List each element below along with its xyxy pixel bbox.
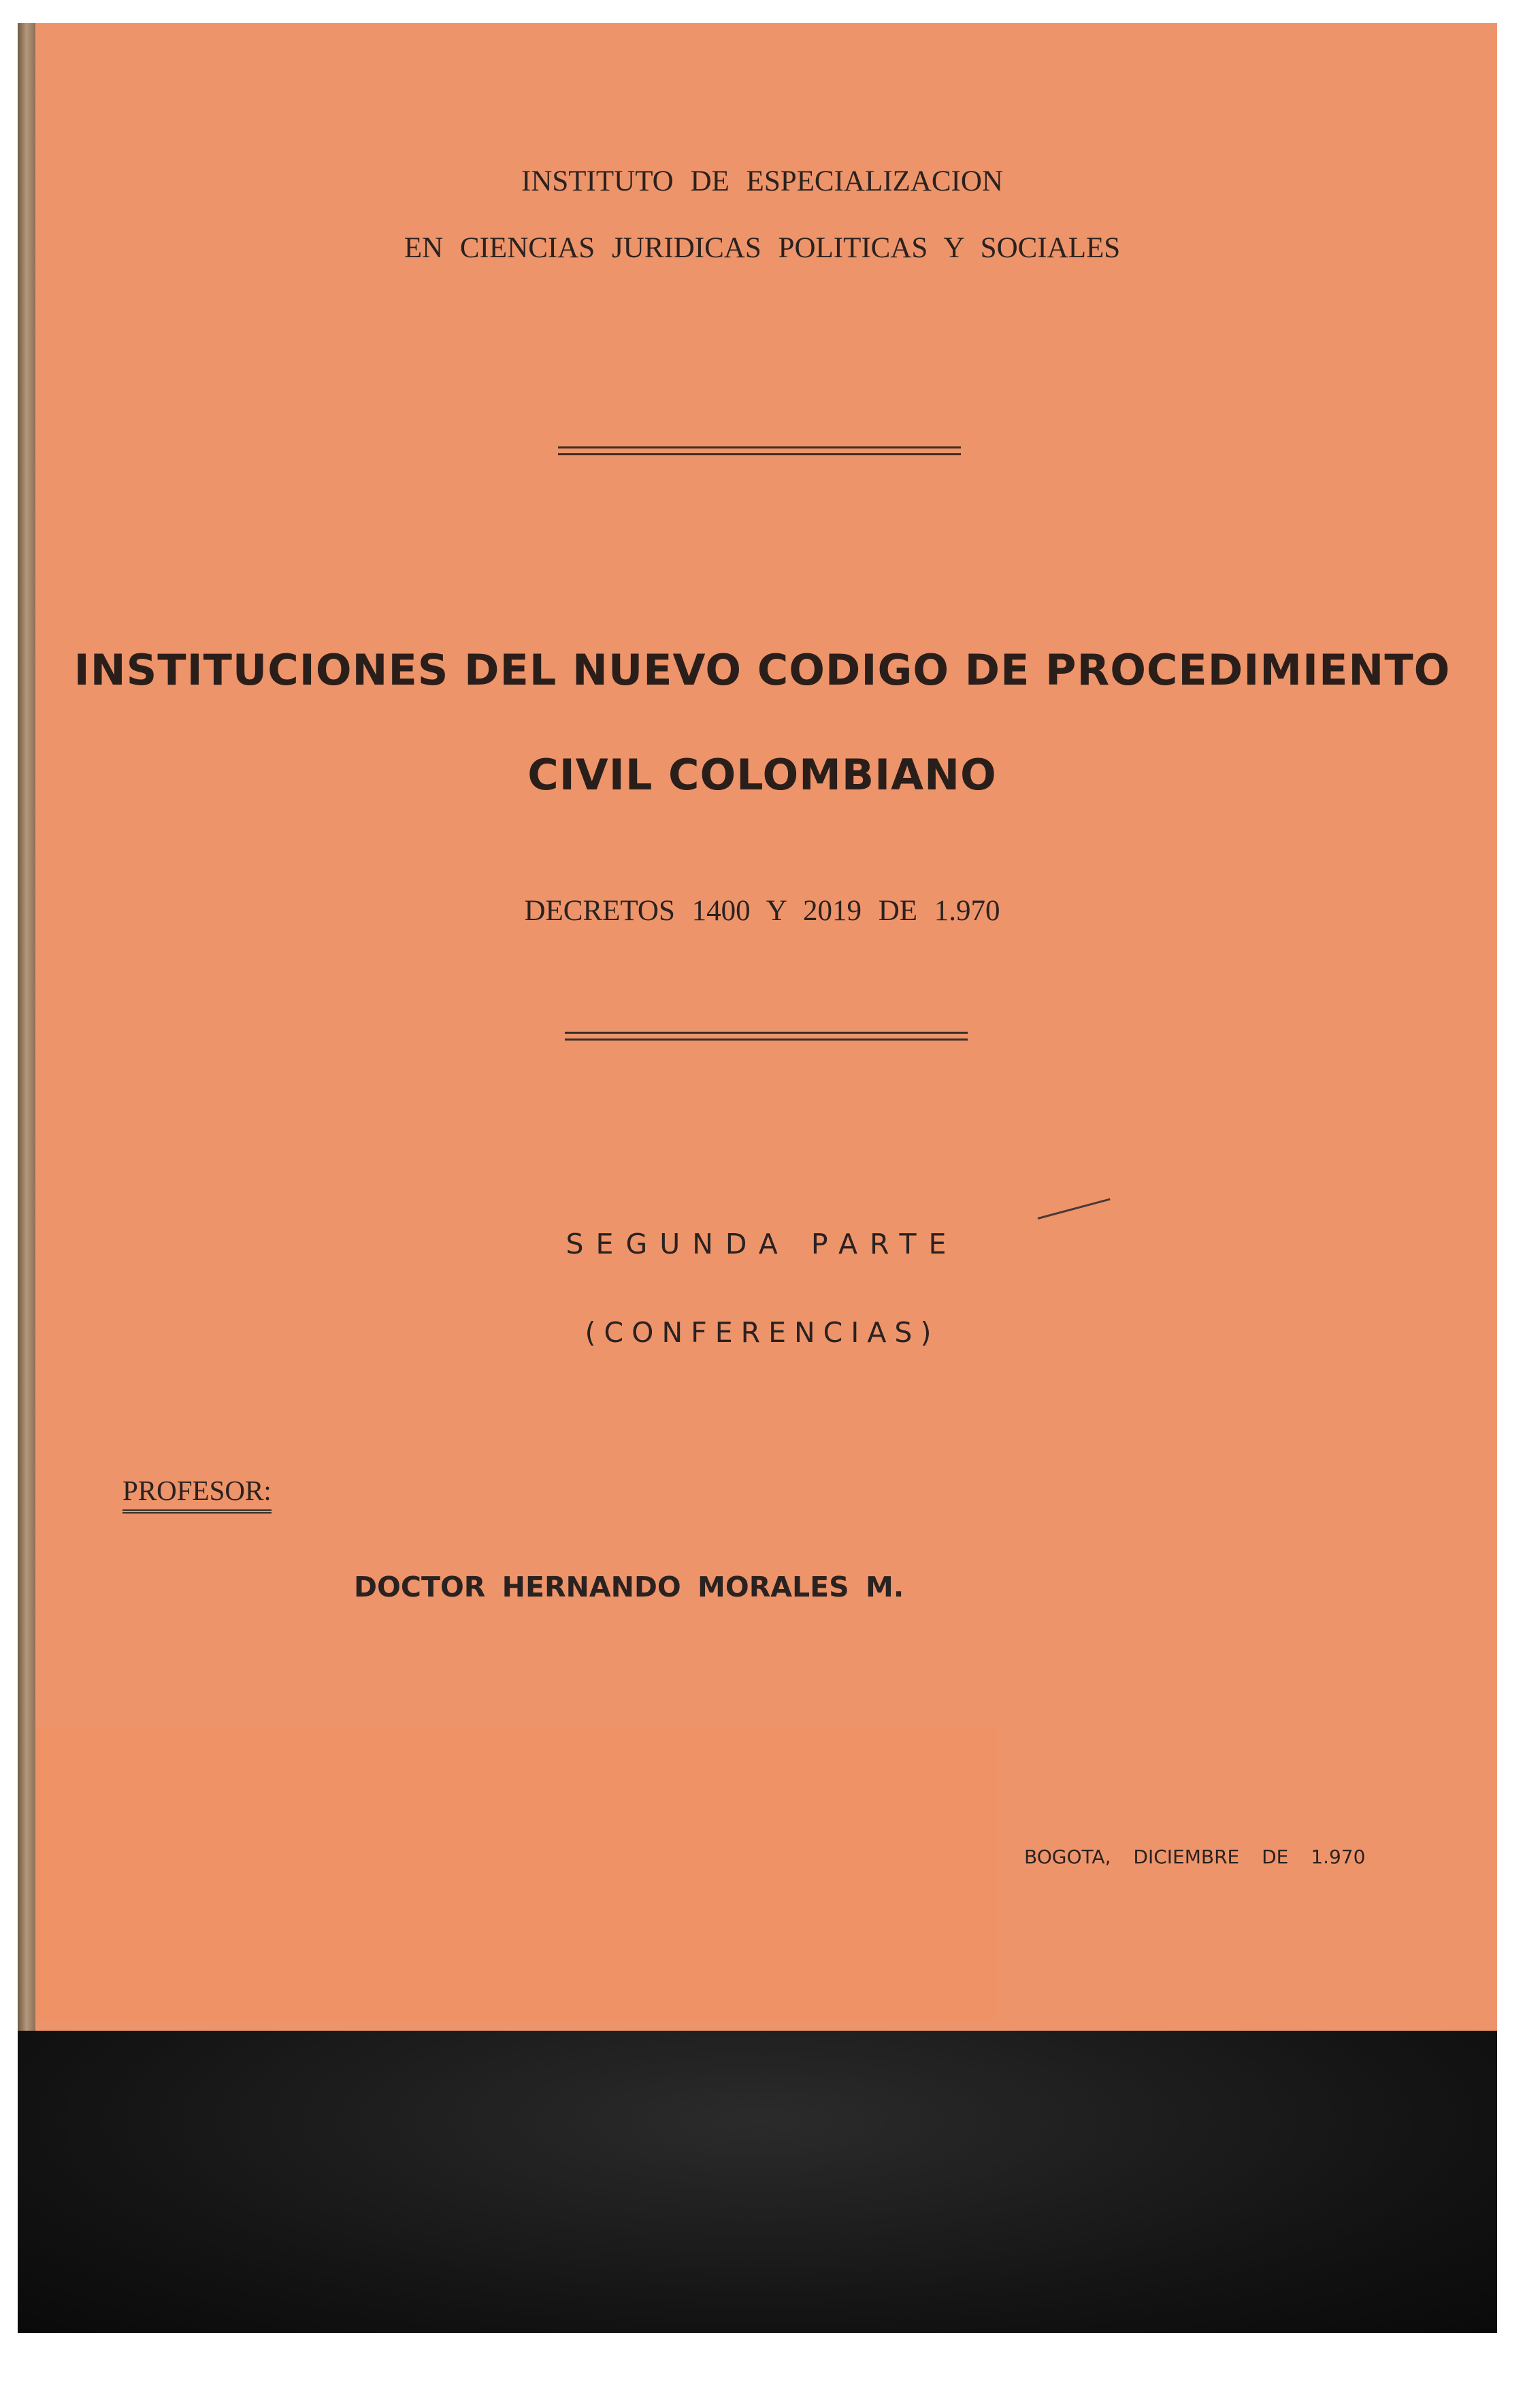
document-cover [27, 23, 1497, 2031]
scanner-shadow [18, 2031, 1497, 2333]
subtitle-conferencias: (CONFERENCIAS) [585, 1316, 940, 1349]
institute-line-2: EN CIENCIAS JURIDICAS POLITICAS Y SOCIALES [404, 232, 1121, 264]
divider-rule-bottom [565, 1032, 968, 1041]
part-heading: SEGUNDA PARTE [566, 1228, 959, 1260]
pen-mark [1038, 1198, 1111, 1220]
document-title-line-2: CIVIL COLOMBIANO [527, 750, 997, 800]
divider-rule-top [558, 446, 961, 455]
decrees-line: DECRETOS 1400 Y 2019 DE 1.970 [524, 895, 1000, 927]
document-title-line-1: INSTITUCIONES DEL NUEVO CODIGO DE PROCEDIMIENTO [73, 645, 1451, 695]
institute-line-1: INSTITUTO DE ESPECIALIZACION [521, 165, 1003, 197]
redaction-block [27, 1727, 997, 2020]
place-date: BOGOTA, DICIEMBRE DE 1.970 [1024, 1846, 1366, 1868]
professor-name: DOCTOR HERNANDO MORALES M. [354, 1571, 904, 1603]
binding-edge [18, 23, 35, 2031]
professor-label: PROFESOR: [122, 1474, 272, 1514]
